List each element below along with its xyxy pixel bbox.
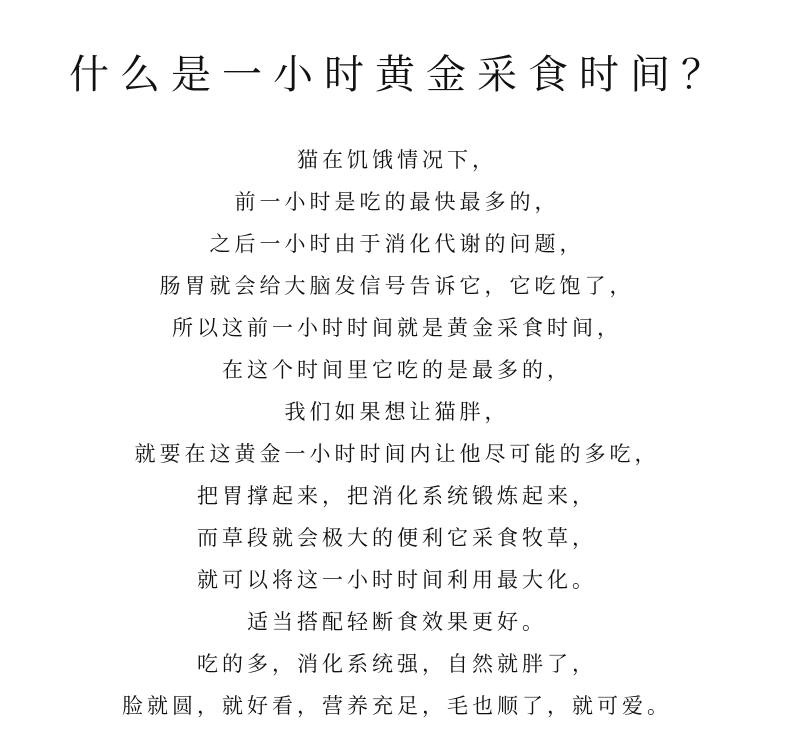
text-line: 在这个时间里它吃的是最多的， [222, 358, 572, 382]
text-line: 肠胃就会给大脑发信号告诉它，它吃饱了， [159, 274, 635, 298]
text-line: 就要在这黄金一小时时间内让他尽可能的多吃， [134, 442, 660, 466]
text-line: 适当搭配轻断食效果更好。 [247, 610, 547, 634]
text-line: 脸就圆，就好看，营养充足，毛也顺了，就可爱。 [122, 694, 672, 718]
text-line: 而草段就会极大的便利它采食牧草， [197, 526, 597, 550]
page-title: 什么是一小时黄金采食时间？ [69, 52, 732, 98]
text-line: 之后一小时由于消化代谢的问题， [209, 232, 585, 256]
text-line: 把胃撑起来，把消化系统锻炼起来， [197, 484, 597, 508]
text-line: 所以这前一小时时间就是黄金采食时间， [172, 316, 622, 340]
text-line: 前一小时是吃的最快最多的， [234, 190, 560, 214]
text-line: 就可以将这一小时时间利用最大化。 [197, 568, 597, 592]
text-line: 吃的多，消化系统强，自然就胖了， [197, 652, 597, 676]
text-line: 猫在饥饿情况下， [297, 148, 497, 172]
text-line: 我们如果想让猫胖， [284, 400, 510, 424]
body-paragraph [0, 139, 790, 727]
